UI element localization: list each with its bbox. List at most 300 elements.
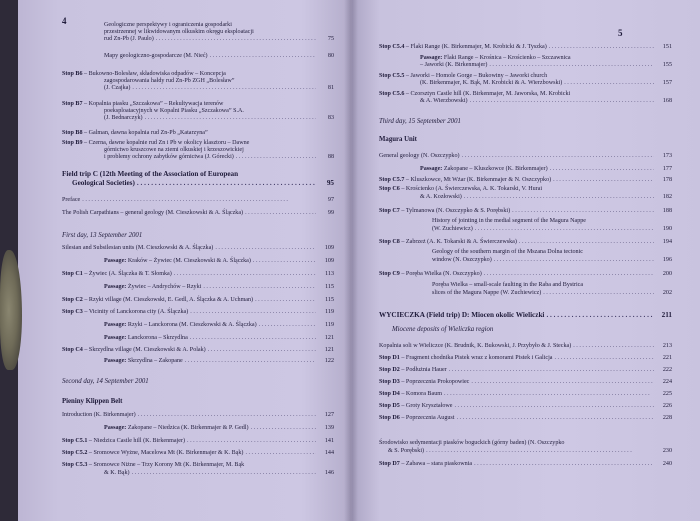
toc-page-number: 155 <box>662 62 672 68</box>
right-page-number: 5 <box>618 28 623 38</box>
toc-entry-text <box>379 153 460 159</box>
toc-entry-title: Żywiec – Andrychów – Rzyki <box>127 284 202 290</box>
toc-entry-title: slices of the Magura Nappe (W. Zuchiewicz) <box>432 290 542 296</box>
toc-entry <box>104 115 334 122</box>
toc-entry-title: Miocene deposits of Wieliczka region <box>392 326 494 333</box>
toc-entry-text <box>104 147 244 153</box>
toc-entry-text <box>379 73 547 79</box>
toc-entry-label: Passage: <box>104 335 128 341</box>
toc-entry-label: Stop C6 <box>379 186 402 192</box>
toc-entry-text <box>62 170 238 178</box>
toc-entry <box>420 98 672 105</box>
toc-leader-dots <box>82 197 316 204</box>
toc-entry-text <box>62 130 208 136</box>
toc-entry-text <box>432 290 541 296</box>
toc-entry-text <box>379 379 469 385</box>
toc-leader-dots <box>489 62 654 69</box>
toc-entry-label: Passage: <box>104 358 128 364</box>
toc-entry-text <box>379 415 455 421</box>
toc-entry-title: & A. Wierzbowski) <box>420 98 468 104</box>
toc-page-number: 178 <box>662 177 672 183</box>
toc-entry <box>104 36 334 43</box>
toc-entry-text <box>104 29 254 35</box>
toc-page-number: 226 <box>662 403 672 409</box>
toc-page-number: 225 <box>662 391 672 397</box>
toc-page-number: 188 <box>662 208 672 214</box>
toc-entry-text <box>379 311 544 319</box>
toc-entry <box>432 249 583 256</box>
toc-page-number: 177 <box>662 166 672 172</box>
toc-entry-label: Stop C4 <box>62 347 85 353</box>
toc-leader-dots <box>203 284 316 291</box>
toc-entry-label: Stop C5.1 <box>62 438 89 444</box>
toc-entry <box>432 218 586 225</box>
toc-entry <box>62 438 334 445</box>
toc-entry <box>379 440 564 447</box>
toc-page-number: 139 <box>324 425 334 431</box>
toc-entry-text <box>62 398 122 405</box>
toc-entry-text <box>62 197 80 203</box>
toc-entry-text <box>104 53 208 59</box>
toc-entry-title: – Czorsztyn Castle hill (K. Birkenmajer, M. Jaworska, M. Krobicki <box>405 91 571 97</box>
toc-leader-dots <box>457 415 655 422</box>
toc-entry-text <box>104 425 249 431</box>
toc-entry-text <box>104 78 234 84</box>
toc-leader-dots <box>564 80 654 87</box>
toc-entry-title: i problemy ochrony zabytków górnictwa (J. Górecki) <box>104 154 234 160</box>
toc-page-number: 95 <box>326 179 334 187</box>
toc-entry-text <box>62 450 243 456</box>
toc-entry-title: poeksploatacyjnych w Kopalni Piasku „Szczakowa” S.A. <box>104 108 244 114</box>
toc-leader-dots <box>554 355 654 362</box>
toc-leader-dots <box>444 391 654 398</box>
toc-entry-label: Passage: <box>104 284 128 290</box>
toc-entry <box>420 80 672 87</box>
toc-page-number: 109 <box>324 245 334 251</box>
toc-entry-title: Rzyki – Lanckorona (M. Cieszkowski & A. Ślączka) <box>127 322 257 328</box>
toc-page-number: 121 <box>324 335 334 341</box>
toc-entry-text <box>379 186 542 192</box>
toc-page-number: 194 <box>662 239 672 245</box>
toc-entry-text <box>379 367 447 373</box>
toc-page-number: 83 <box>327 115 334 121</box>
toc-entry <box>104 470 334 477</box>
toc-entry-label: Stop B9 <box>62 140 85 146</box>
toc-entry <box>62 297 334 304</box>
toc-entry-text <box>104 36 154 42</box>
toc-entry-text <box>104 358 183 364</box>
toc-entry-title: – Groty Kryształowe <box>401 403 453 409</box>
toc-entry-title: window (N. Oszczypko) <box>432 257 492 263</box>
toc-entry <box>420 62 672 69</box>
toc-entry-title: Geological Societies) <box>72 179 135 187</box>
toc-entry-text <box>420 194 462 200</box>
toc-entry <box>62 462 244 469</box>
toc-leader-dots <box>519 239 654 246</box>
toc-leader-dots <box>449 367 654 374</box>
toc-entry-title: & A. Kozłowski) <box>420 194 462 200</box>
toc-entry-text <box>104 85 130 91</box>
toc-entry-title: WYCIECZKA (Field trip) D: Miocen okolic Wieliczki <box>379 311 545 319</box>
toc-entry <box>379 44 672 51</box>
toc-entry <box>420 166 672 173</box>
toc-entry <box>104 322 334 329</box>
toc-entry-text <box>379 440 564 446</box>
toc-leader-dots <box>132 470 316 477</box>
toc-leader-dots <box>208 347 316 354</box>
toc-entry-title: – Bukowno-Bolesław, składowiska odpadów – Koncepcja <box>84 71 226 77</box>
toc-entry <box>379 208 672 215</box>
toc-leader-dots <box>470 98 654 105</box>
toc-page-number: 168 <box>662 98 672 104</box>
toc-leader-dots <box>550 166 654 173</box>
toc-entry-text <box>62 232 142 239</box>
toc-entry <box>62 378 149 385</box>
toc-page-number: 190 <box>662 226 672 232</box>
toc-entry-text <box>62 245 213 251</box>
toc-leader-dots <box>210 53 316 60</box>
toc-leader-dots <box>462 153 654 160</box>
toc-entry-label: Stop B8 <box>62 130 85 136</box>
toc-entry-label: Passage: <box>104 258 128 264</box>
toc-entry-text <box>379 118 461 125</box>
toc-entry-title: – Podłużnia Hauer <box>401 367 447 373</box>
toc-entry-text <box>104 108 244 114</box>
toc-entry-text <box>379 208 510 214</box>
toc-entry-title: Lanckorona – Skrzydlna <box>127 335 188 341</box>
toc-entry-text <box>104 322 257 328</box>
toc-entry <box>62 412 334 419</box>
toc-entry-text <box>420 98 468 104</box>
toc-entry <box>432 282 583 289</box>
toc-entry-text <box>62 462 244 468</box>
toc-entry-title: Zakopane – Niedzica (K. Birkenmajer & P. Gedl) <box>127 425 249 431</box>
toc-page-number: 202 <box>662 290 672 296</box>
toc-entry-title: – Sromowce Niżne – Trzy Korony Mt (K. Birkenmajer, M. Bąk <box>88 462 245 468</box>
toc-entry-title: Flaki Range – Krośnica – Krościenko – Szczawnica <box>443 55 571 61</box>
toc-entry-title: (J. Czajka) <box>104 85 131 91</box>
toc-entry-text <box>379 403 452 409</box>
toc-entry-text <box>62 309 188 315</box>
toc-entry-title: Zakopane – Kluszkowce (K. Birkenmajer) <box>443 166 548 172</box>
toc-entry-title: – Sromowce Wyżne, Macelowa Mt (K. Birkenmajer & K. Bąk) <box>88 450 244 456</box>
toc-entry-title: – Poprzecznia Prokopowiec <box>401 379 470 385</box>
toc-entry <box>62 171 238 178</box>
toc-leader-dots <box>190 335 316 342</box>
toc-entry-title: – Rzyki village (M. Cieszkowski, E. Gedl, A. Ślączka & A. Uchman) <box>84 297 254 303</box>
toc-entry-title: – Czerna, dawne kopalnie rud Zn i Pb w okolicy klasztoru – Dawne <box>84 140 250 146</box>
toc-entry <box>379 355 672 362</box>
toc-entry <box>62 130 208 137</box>
toc-entry-title: górnictwo kruszcowe na ziemi olkuskiej i krzeszowickiej <box>104 147 244 153</box>
toc-leader-dots <box>245 450 316 457</box>
toc-entry-text <box>104 22 232 28</box>
toc-entry-label: Stop C3 <box>62 309 85 315</box>
toc-entry-title: Magura Unit <box>379 136 417 143</box>
toc-leader-dots <box>253 258 316 265</box>
toc-entry <box>379 311 672 319</box>
toc-leader-dots <box>475 226 654 233</box>
toc-entry-label: Stop D1 <box>379 355 402 361</box>
toc-leader-dots <box>190 309 316 316</box>
toc-entry-title: – Kopalnia piasku „Szczakowa” – Rekultywacja terenów <box>84 101 224 107</box>
toc-entry-title: Środowisko sedymentacji piasków boguckich (górny baden) (N. Oszczypko <box>379 440 565 446</box>
toc-entry-text <box>379 271 482 277</box>
toc-entry-label: Passage: <box>104 322 128 328</box>
toc-leader-dots <box>215 245 316 252</box>
toc-entry <box>104 53 334 60</box>
toc-entry <box>379 343 672 350</box>
toc-leader-dots <box>137 180 316 187</box>
toc-leader-dots <box>255 297 316 304</box>
toc-page-number: 119 <box>325 309 334 315</box>
toc-entry-title: Silesian and Subsilesian units (M. Cieszkowski & A. Ślączka) <box>62 245 214 251</box>
toc-entry-title: – Skrzydlna village (M. Cieszkowski & A. Polak) <box>84 347 206 353</box>
toc-entry-label: Passage: <box>420 55 444 61</box>
toc-entry-label: Stop C1 <box>62 271 85 277</box>
toc-entry-title: (K. Birkenmajer, K. Bąk, M. Krobicki & A. Wierzbowski) <box>420 80 563 86</box>
toc-entry-title: Mapy geologiczno-gospodarcze (M. Nieć) <box>104 53 208 59</box>
toc-leader-dots <box>494 257 654 264</box>
left-page-number: 4 <box>62 16 67 26</box>
toc-entry-text <box>432 257 492 263</box>
toc-page-number: 97 <box>327 197 334 203</box>
toc-page-number: 115 <box>325 284 334 290</box>
toc-entry-text <box>62 101 223 107</box>
toc-page-number: 157 <box>662 80 672 86</box>
toc-entry-title: – Poręba Wielka (N. Oszczypko) <box>401 271 482 277</box>
toc-leader-dots <box>245 210 316 217</box>
toc-entry-title: – Flaki Range (K. Birkenmajer, M. Krobicki & J. Tyszka) <box>405 44 547 50</box>
toc-entry-title: Skrzydlna – Zakopane <box>127 358 183 364</box>
toc-entry-title: Pieniny Klippen Belt <box>62 398 123 405</box>
toc-entry-label: Stop D5 <box>379 403 402 409</box>
toc-page-number: 240 <box>662 461 672 467</box>
toc-entry-title: – Komora Baum <box>401 391 442 397</box>
toc-entry <box>379 391 672 398</box>
toc-page-number: 109 <box>324 258 334 264</box>
toc-leader-dots <box>512 208 654 215</box>
toc-entry-label: Stop C5.2 <box>62 450 89 456</box>
toc-leader-dots <box>484 271 654 278</box>
toc-entry-title: & K. Bąk) <box>104 470 130 476</box>
toc-page-number: 224 <box>662 379 672 385</box>
toc-entry <box>388 448 672 455</box>
toc-entry-text <box>379 461 472 467</box>
toc-page-number: 144 <box>324 450 334 456</box>
toc-entry-label: Stop B6 <box>62 71 85 77</box>
toc-entry-title: The Polish Carpathians – general geology (M. Cieszkowski & A. Ślączka) <box>62 210 244 216</box>
toc-entry-title: Second day, 14 September 2001 <box>62 378 149 385</box>
toc-entry-title: rud Zn-Pb (J. Paulo) <box>104 36 154 42</box>
toc-entry <box>379 239 672 246</box>
toc-entry <box>62 271 334 278</box>
toc-entry-text <box>104 470 130 476</box>
toc-leader-dots <box>454 403 654 410</box>
toc-entry-text <box>379 343 571 349</box>
toc-entry-label: Passage: <box>420 166 444 172</box>
toc-entry-label: Stop C2 <box>62 297 85 303</box>
toc-entry-label: Stop C8 <box>379 239 402 245</box>
toc-entry-text <box>432 226 473 232</box>
toc-leader-dots <box>156 36 316 43</box>
toc-entry-label: Stop D4 <box>379 391 402 397</box>
toc-page-number: 211 <box>661 311 672 319</box>
toc-entry <box>379 186 542 193</box>
toc-entry-title: – Kluszkowce, Mt Wżar (K. Birkenmajer & N. Oszczypko) <box>405 177 552 183</box>
toc-entry-text <box>379 355 552 361</box>
toc-page-number: 127 <box>324 412 334 418</box>
toc-entry <box>62 197 334 204</box>
toc-entry <box>379 403 672 410</box>
toc-entry <box>392 326 493 333</box>
toc-entry-title: – Krościenko (A. Świerczewska, A. K. Tokarski, V. Hurai <box>401 186 543 192</box>
toc-entry <box>104 154 334 161</box>
toc-entry-label: Stop C5.5 <box>379 73 406 79</box>
toc-entry-label: Stop D2 <box>379 367 402 373</box>
toc-entry-label: Stop C5.3 <box>62 462 89 468</box>
toc-entry-text <box>379 239 517 245</box>
toc-entry <box>379 153 672 160</box>
toc-entry <box>432 290 672 297</box>
toc-entry-title: – Vicinity of Lanckorona city (A. Ślączka) <box>84 309 189 315</box>
toc-entry-title: – Jaworki – Homole Gorge – Bukowiny – Jaworki church <box>405 73 548 79</box>
toc-entry-text <box>62 271 172 277</box>
toc-entry-text <box>392 326 493 333</box>
toc-entry <box>104 358 334 365</box>
toc-entry-text <box>104 284 201 290</box>
toc-entry-text <box>62 210 243 216</box>
toc-entry-text <box>104 154 234 160</box>
toc-page-number: 173 <box>662 153 672 159</box>
toc-page-number: 146 <box>324 470 334 476</box>
toc-page-number: 122 <box>324 358 334 364</box>
toc-entry-text <box>62 140 249 146</box>
toc-entry-label: Passage: <box>104 425 128 431</box>
toc-page-number: 119 <box>325 322 334 328</box>
toc-entry-text <box>420 62 487 68</box>
toc-page-number: 213 <box>662 343 672 349</box>
toc-entry-text <box>379 391 442 397</box>
toc-entry-text <box>432 282 583 288</box>
toc-entry-text <box>72 179 135 187</box>
toc-entry <box>104 425 334 432</box>
toc-entry-text <box>62 378 149 385</box>
toc-entry-title: Field trip C (12th Meeting of the Association of European <box>62 170 239 178</box>
toc-leader-dots <box>145 115 316 122</box>
toc-entry-title: zagospodarowania hałdy rud Zn-Pb ZGH „Bolesław” <box>104 78 235 84</box>
toc-entry-title: Kopalnia soli w Wieliczce (K. Brudnik, K. Bukowski, J. Przybyło & J. Stecka) <box>379 343 572 349</box>
toc-entry <box>420 194 672 201</box>
book-gutter <box>344 0 358 521</box>
toc-entry <box>72 179 334 187</box>
toc-page-number: 151 <box>662 44 672 50</box>
toc-entry-text <box>432 218 586 224</box>
toc-entry-title: – Zabawa – stara piaskownia <box>401 461 473 467</box>
toc-entry-text <box>388 448 424 454</box>
toc-entry <box>379 367 672 374</box>
toc-entry-title: (W. Zuchiewicz) <box>432 226 473 232</box>
toc-entry-title: General geology (N. Oszczypko) <box>379 153 460 159</box>
toc-entry <box>379 118 461 125</box>
toc-page-number: 228 <box>662 415 672 421</box>
toc-entry-label: Stop C9 <box>379 271 402 277</box>
toc-leader-dots <box>549 44 654 51</box>
toc-entry <box>62 210 334 217</box>
toc-entry-label: Stop C7 <box>379 208 402 214</box>
toc-entry-text <box>104 335 188 341</box>
toc-leader-dots <box>471 379 654 386</box>
toc-page-number: 99 <box>327 210 334 216</box>
toc-entry <box>62 398 122 405</box>
toc-entry <box>379 415 672 422</box>
toc-page-number: 182 <box>662 194 672 200</box>
toc-entry <box>104 258 334 265</box>
toc-page-number: 141 <box>324 438 334 444</box>
toc-entry <box>379 461 672 468</box>
toc-entry-title: Third day, 15 September 2001 <box>379 118 461 125</box>
toc-entry-title: First day, 13 September 2001 <box>62 232 143 239</box>
toc-entry <box>62 347 334 354</box>
toc-entry-text <box>420 166 548 172</box>
toc-entry-title: Poręba Wielka – small-scale faulting in the Raba and Bystrica <box>432 282 584 288</box>
toc-entry-title: Geology of the southern margin of the Mszana Dolna tectonic <box>432 249 584 255</box>
toc-entry-text <box>62 71 226 77</box>
toc-page-number: 81 <box>327 85 334 91</box>
toc-entry-text <box>379 44 547 50</box>
toc-entry-text <box>104 258 251 264</box>
toc-leader-dots <box>251 425 316 432</box>
toc-entry <box>104 85 334 92</box>
toc-entry-text <box>62 438 185 444</box>
toc-entry-label: Stop B7 <box>62 101 85 107</box>
toc-entry <box>62 309 334 316</box>
toc-page-number: 121 <box>324 347 334 353</box>
toc-entry <box>432 257 672 264</box>
toc-entry-text <box>62 412 136 418</box>
toc-leader-dots <box>138 412 316 419</box>
toc-entry <box>104 284 334 291</box>
toc-page-number: 75 <box>327 36 334 42</box>
toc-page-number: 113 <box>325 271 334 277</box>
toc-entry-title: przestrzennej w likwidowanym olkuskim okręgu eksploatacji <box>104 29 254 35</box>
toc-entry-title: – Jaworki (K. Birkenmajer) <box>420 62 488 68</box>
toc-entry-text <box>379 177 551 183</box>
toc-entry-text <box>432 249 583 255</box>
toc-entry <box>379 136 417 143</box>
toc-entry-text <box>62 347 206 353</box>
toc-page-number: 222 <box>662 367 672 373</box>
toc-entry-text <box>420 55 571 61</box>
toc-entry-text <box>379 91 570 97</box>
toc-entry-label: Stop C5.7 <box>379 177 406 183</box>
toc-page-number: 221 <box>662 355 672 361</box>
toc-leader-dots <box>187 438 316 445</box>
toc-entry-title: & S. Porębski) <box>388 448 425 454</box>
toc-entry <box>62 450 334 457</box>
toc-entry-text <box>104 115 143 121</box>
toc-entry-title: (J. Bednarczyk) <box>104 115 143 121</box>
toc-leader-dots <box>259 322 316 329</box>
toc-leader-dots <box>573 343 654 350</box>
toc-entry <box>432 226 672 233</box>
toc-entry-title: – Fragment chodnika Pistek wraz z komorami Pistek i Galicja <box>401 355 553 361</box>
toc-leader-dots <box>426 448 654 455</box>
toc-leader-dots <box>185 358 316 365</box>
toc-page-number: 230 <box>662 448 672 454</box>
toc-entry-title: – Żywiec (A. Ślączka & T. Słomka) <box>84 271 172 277</box>
toc-entry-text <box>62 297 253 303</box>
